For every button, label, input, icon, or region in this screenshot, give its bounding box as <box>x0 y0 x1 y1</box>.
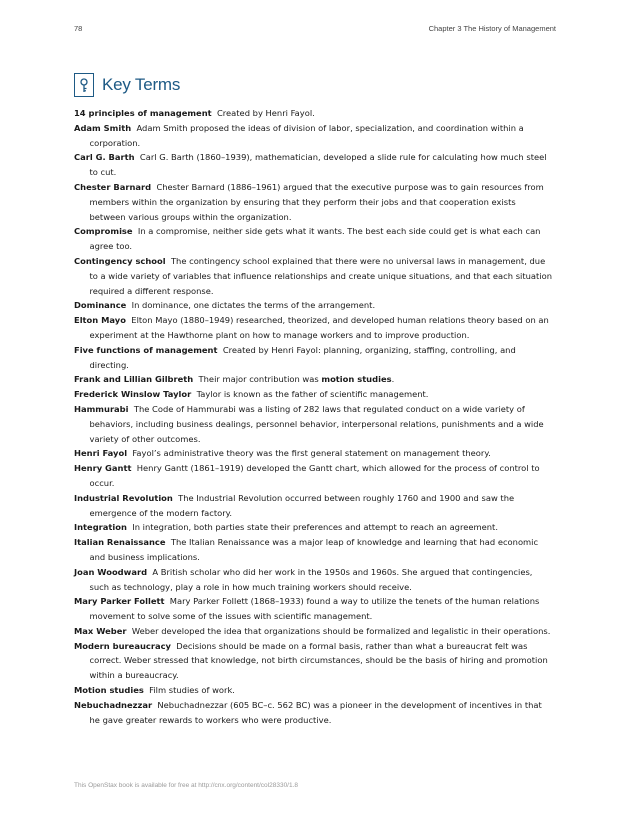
term-definition: Carl G. Barth (1860–1939), mathematician, developed a slide rule for calculating how much steel to cut. <box>89 152 547 178</box>
term-name: Contingency school <box>74 255 166 266</box>
term-entry <box>74 343 552 373</box>
term-name: Italian Renaissance <box>74 537 166 548</box>
term-entry <box>74 313 552 343</box>
term-definition: Weber developed the idea that organizations should be formalized and legalistic in their operations. <box>131 625 551 636</box>
term-name: Modern bureaucracy <box>74 640 171 651</box>
term-entry <box>74 446 552 461</box>
term-name: Carl G. Barth <box>74 152 135 163</box>
term-entry <box>74 461 552 491</box>
term-definition: Adam Smith proposed the ideas of division of labor, specialization, and coordination within a corporation. <box>89 122 524 148</box>
term-definition: Created by Henri Fayol: planning, organizing, staffing, controlling, and directing. <box>89 344 516 370</box>
term-definition: The Italian Renaissance was a major leap of knowledge and learning that had economic and business implications. <box>89 537 539 562</box>
term-name: Integration <box>74 522 127 533</box>
term-definition: Henry Gantt (1861–1919) developed the Gantt chart, which allowed for the process of control to occur. <box>89 463 540 488</box>
term-entry <box>74 387 552 402</box>
term-definition: Fayol’s administrative theory was the first general statement on management theory. <box>132 448 491 459</box>
key-icon <box>74 73 94 97</box>
term-name: Adam Smith <box>74 122 132 133</box>
term-name: Joan Woodward <box>74 566 148 577</box>
term-name: Dominance <box>74 300 127 311</box>
term-name: Compromise <box>74 226 133 237</box>
term-definition: Elton Mayo (1880–1949) researched, theorized, and developed human relations theory based on an experiment at the Hawthorne plant on how to manage workers and to improve production. <box>89 315 549 340</box>
term-definition: The Industrial Revolution occurred between roughly 1760 and 1900 and saw the emergence of the modern factory. <box>89 492 515 518</box>
term-definition: Taylor is known as the father of scientific management. <box>196 389 429 400</box>
section-title: Key Terms <box>102 75 181 94</box>
term-entry <box>74 402 552 446</box>
term-entry <box>74 535 552 565</box>
term-name: Industrial Revolution <box>74 492 173 503</box>
footer-source-note: This OpenStax book is available for free at http://cnx.org/content/col28330/1.8 <box>74 782 299 789</box>
term-definition-end: . <box>391 374 395 385</box>
term-name: Henry Gantt <box>74 463 132 474</box>
term-definition: In a compromise, neither side gets what it wants. The best each side could get is what each can agree too. <box>89 226 541 252</box>
term-entry <box>74 372 552 387</box>
term-definition: In dominance, one dictates the terms of the arrangement. <box>131 300 376 311</box>
term-name: Nebuchadnezzar <box>74 699 153 710</box>
term-definition: Decisions should be made on a formal basis, rather than what a bureaucrat felt was correct. Weber stressed that knowledge, not birth circumstances, should be the basis of hiring and promotion within a bureaucracy. <box>89 640 548 681</box>
term-name: Five functions of management <box>74 344 218 355</box>
term-entry <box>74 224 552 254</box>
term-definition: Chester Barnard (1886–1961) argued that the executive purpose was to gain resources from members within the organization by ensuring that they perform their jobs and that cooperation exists between various groups within the organization. <box>89 181 544 222</box>
term-name: Elton Mayo <box>74 315 126 326</box>
term-definition: Mary Parker Follett (1868–1933) found a way to utilize the tenets of the human relations movement to solve some of the issues with scientific management. <box>89 596 540 622</box>
term-entry <box>74 624 552 639</box>
term-name: Henri Fayol <box>74 448 128 459</box>
term-definition: In integration, both parties state their preferences and attempt to reach an agreement. <box>132 522 498 533</box>
term-definition: A British scholar who did her work in the 1950s and 1960s. She argued that contingencies, such as technology, play a role in how much training workers should receive. <box>89 566 533 592</box>
term-name: 14 principles of management <box>74 108 212 118</box>
term-entry <box>74 106 552 121</box>
running-head: Chapter 3 The History of Management <box>428 24 556 33</box>
term-definition: Film studies of work. <box>149 685 235 696</box>
term-name: Motion studies <box>74 685 144 696</box>
term-entry <box>74 520 552 535</box>
term-entry <box>74 698 552 728</box>
term-name: Frank and Lillian Gilbreth <box>74 374 194 385</box>
term-name: Frederick Winslow Taylor <box>74 389 192 400</box>
term-entry <box>74 121 552 151</box>
section-heading <box>74 72 180 98</box>
term-entry <box>74 683 552 698</box>
term-entry <box>74 180 552 224</box>
term-entry <box>74 491 552 521</box>
term-entry <box>74 150 552 180</box>
term-definition: The Code of Hammurabi was a listing of 282 laws that regulated conduct on a wide variety of behaviors, including business dealings, personnel behavior, interpersonal relations, punishments and a wide variety of other outcomes. <box>89 403 544 444</box>
term-name: Hammurabi <box>74 403 129 414</box>
term-entry <box>74 254 552 298</box>
term-definition: The contingency school explained that there were no universal laws in management, due to a wide variety of variables that influence relationships and create unique situations, and that each situation required a different response. <box>89 255 553 296</box>
term-entry <box>74 594 552 624</box>
term-definition: Created by Henri Fayol. <box>216 108 315 118</box>
page-number: 78 <box>74 24 83 33</box>
term-definition-emphasis: motion studies <box>321 374 392 385</box>
term-definition: Nebuchadnezzar (605 BC–c. 562 BC) was a pioneer in the development of incentives in that he gave greater rewards to workers who were productive. <box>89 699 542 725</box>
term-definition: Their major contribution was <box>198 374 319 385</box>
term-entry <box>74 298 552 313</box>
term-name: Mary Parker Follett <box>74 596 165 607</box>
key-terms-list <box>74 106 552 727</box>
term-name: Chester Barnard <box>74 181 152 192</box>
term-name: Max Weber <box>74 625 127 636</box>
term-entry <box>74 639 552 683</box>
term-entry <box>74 565 552 595</box>
